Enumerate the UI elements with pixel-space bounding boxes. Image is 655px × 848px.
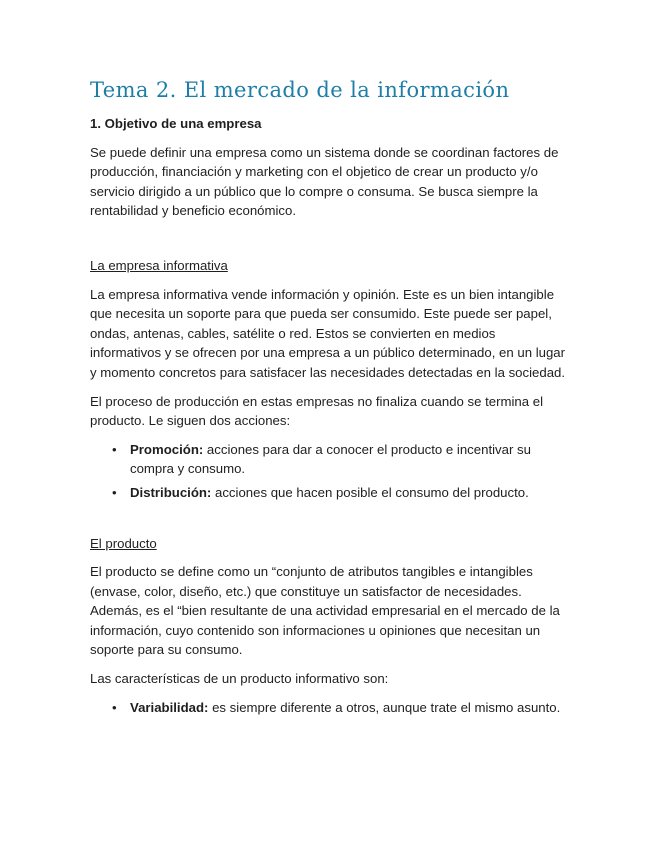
paragraph-empresa-informativa-2: El proceso de producción en estas empresas no finaliza cuando se termina el producto. Le siguen dos acciones: xyxy=(90,393,544,429)
section-heading-empresa-informativa: La empresa informativa xyxy=(90,257,228,273)
bullet-icon: • xyxy=(112,699,117,715)
paragraph-empresa-informativa-1: La empresa informativa vende información y opinión. Este es un bien intangible que necesita un soporte para que pueda ser consumido. Este puede ser papel, ondas, antenas, cables, satélite o red. Estos se convierten en medios informativos y se ofrecen por una empresa a un público determinado, en un lugar y momento concretos para satisfacer las necesidades detectadas en la sociedad. xyxy=(90,286,566,380)
document-page xyxy=(90,78,570,726)
spacer xyxy=(90,512,570,534)
list-item-term: Promoción: xyxy=(130,441,204,457)
list-item-text: acciones para dar a conocer el producto e incentivar su compra y consumo. xyxy=(130,441,531,477)
list-item-text: acciones que hacen posible el consumo del producto. xyxy=(211,484,529,500)
bullet-list-acciones xyxy=(90,440,570,503)
bullet-icon: • xyxy=(112,484,117,500)
paragraph-objetivo: Se puede definir una empresa como un sistema donde se coordinan factores de producción, financiación y marketing con el objetico de crear un producto y/o servicio dirigido a un público que lo compre o consuma. Se busca siempre la rentabilidad y beneficio económico. xyxy=(90,144,559,219)
bullet-list-caracteristicas xyxy=(90,698,570,718)
list-item xyxy=(90,483,570,503)
list-item xyxy=(90,698,570,718)
spacer xyxy=(90,230,570,256)
paragraph-producto-2: Las características de un producto informativo son: xyxy=(90,671,389,687)
page-title: Tema 2. El mercado de la información xyxy=(90,78,510,102)
list-item xyxy=(90,440,570,479)
section-heading-producto: El producto xyxy=(90,535,157,551)
section-heading-objetivo: 1. Objetivo de una empresa xyxy=(90,116,262,131)
list-item-term: Distribución: xyxy=(130,484,212,500)
list-item-text: es siempre diferente a otros, aunque trate el mismo asunto. xyxy=(208,699,561,715)
list-item-term: Variabilidad: xyxy=(130,699,209,715)
bullet-icon: • xyxy=(112,441,117,457)
paragraph-producto-1: El producto se define como un “conjunto de atributos tangibles e intangibles (envase, color, diseño, etc.) que constituye un satisfactor de necesidades. Además, es el “bien resultante de una actividad empresarial en el mercado de la información, cuyo contenido son informaciones u opiniones que necesitan un soporte para su consumo. xyxy=(90,564,560,658)
